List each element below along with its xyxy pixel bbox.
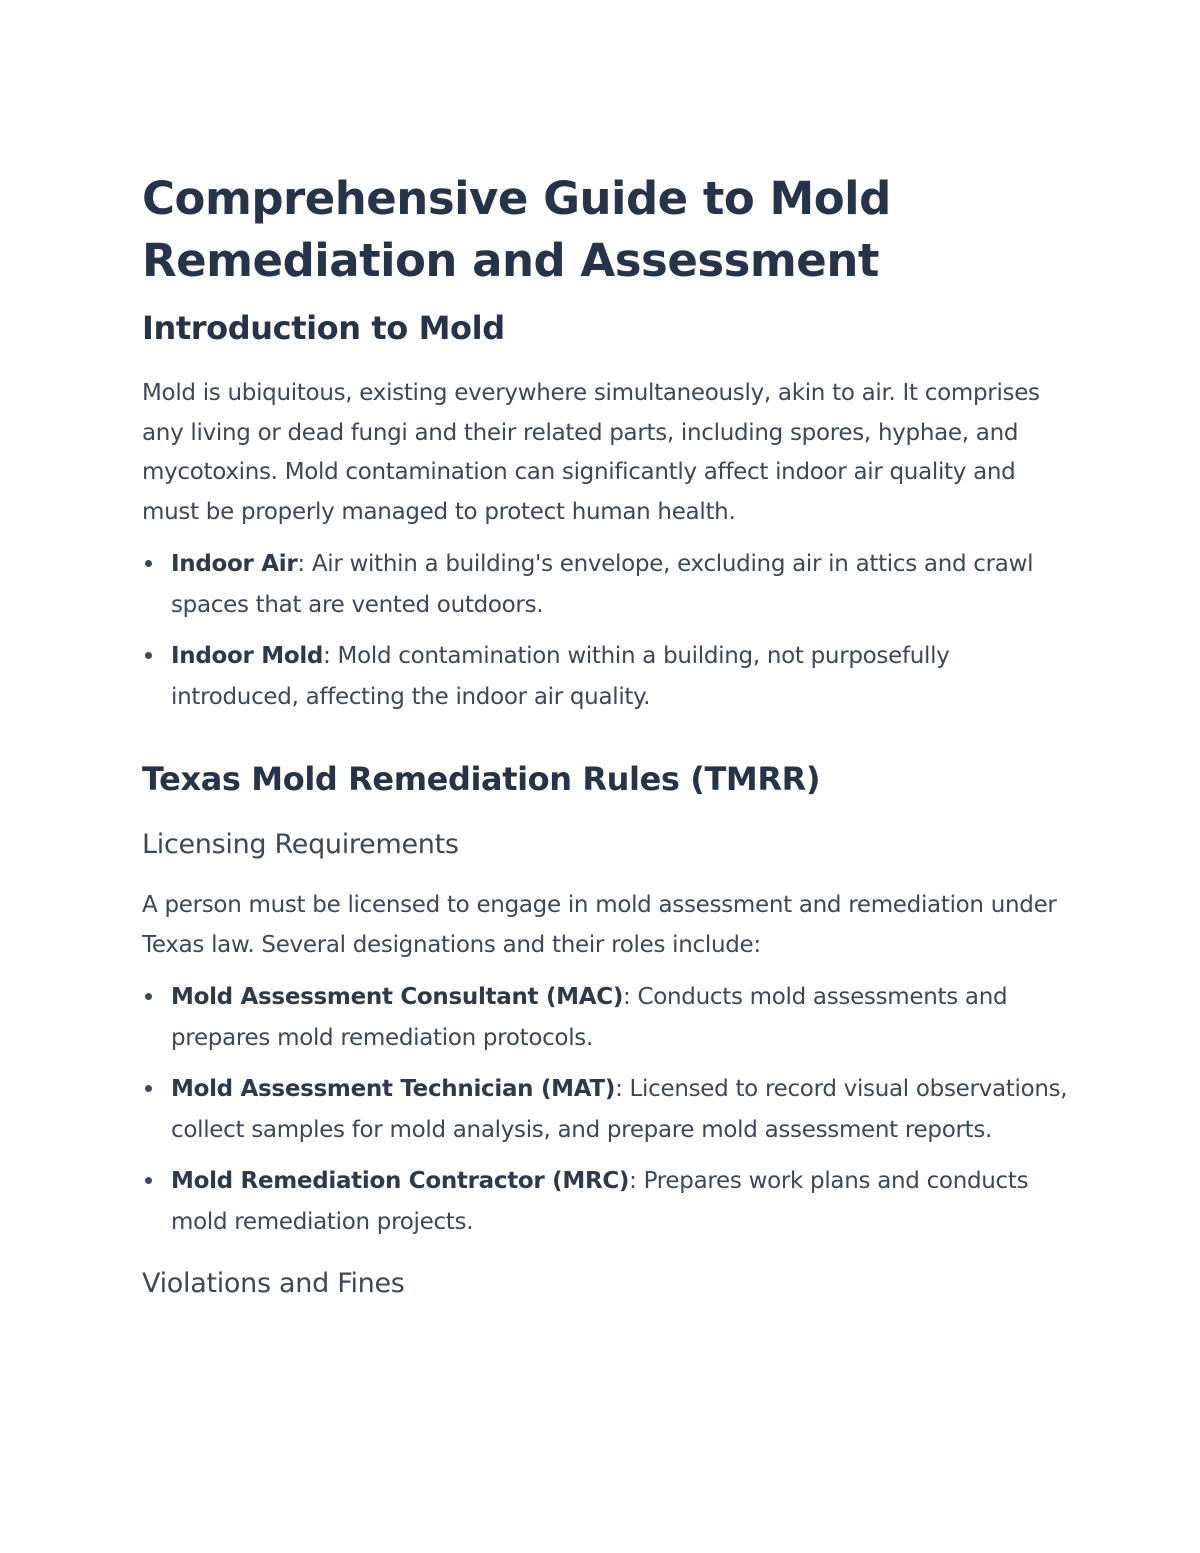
document-title [142, 168, 1072, 292]
role-label: Mold Assessment Consultant (MAC) [171, 984, 624, 1010]
bullet-icon [145, 560, 152, 567]
term-separator: : [323, 643, 331, 669]
subsection-heading-violations: Violations and Fines [142, 1268, 405, 1299]
role-definition: Conducts mold assessments and prepares mold remediation protocols. [171, 984, 1008, 1051]
role-separator: : [623, 984, 631, 1010]
term-definition: Mold contamination within a building, not purposefully introduced, affecting the indoor air quality. [171, 643, 950, 710]
intro-paragraph: Mold is ubiquitous, existing everywhere simultaneously, akin to air. It comprises any living or dead fungi and their related parts, including spores, hyphae, and mycotoxins. Mold contamination can significantly affect indoor air quality and must be properly managed to protect human health. [142, 380, 1040, 525]
role-separator: : [629, 1168, 637, 1194]
section-heading-intro: Introduction to Mold [142, 309, 505, 347]
term-separator: : [297, 551, 305, 577]
list-item-mac [142, 977, 1072, 1058]
list-item-indoor-mold [142, 636, 1072, 717]
subsection-heading-licensing: Licensing Requirements [142, 829, 459, 860]
role-label: Mold Remediation Contractor (MRC) [171, 1168, 630, 1194]
role-separator: : [615, 1076, 623, 1102]
licensing-role-list [142, 977, 1072, 1242]
role-label: Mold Assessment Technician (MAT) [171, 1076, 616, 1102]
bullet-icon [145, 652, 152, 659]
licensing-paragraph: A person must be licensed to engage in mold assessment and remediation under Texas law. Several designations and their roles include: [142, 892, 1057, 958]
intro-term-list [142, 544, 1072, 717]
title-line-2: Remediation and Assessment [142, 234, 879, 287]
term-label: Indoor Air [171, 551, 298, 577]
bullet-icon [145, 1085, 152, 1092]
term-definition: Air within a building's envelope, excluding air in attics and crawl spaces that are vented outdoors. [171, 551, 1034, 618]
list-item-indoor-air [142, 544, 1072, 625]
list-item-mrc [142, 1161, 1072, 1242]
role-definition: Prepares work plans and conducts mold remediation projects. [171, 1168, 1029, 1235]
term-label: Indoor Mold [171, 643, 324, 669]
title-line-1: Comprehensive Guide to Mold [142, 172, 891, 225]
document-page [142, 168, 1072, 1302]
list-item-mat [142, 1069, 1072, 1150]
bullet-icon [145, 1177, 152, 1184]
bullet-icon [145, 993, 152, 1000]
section-heading-tmrr: Texas Mold Remediation Rules (TMRR) [142, 760, 821, 798]
role-definition: Licensed to record visual observations, collect samples for mold analysis, and prepare mold assessment reports. [171, 1076, 1068, 1143]
